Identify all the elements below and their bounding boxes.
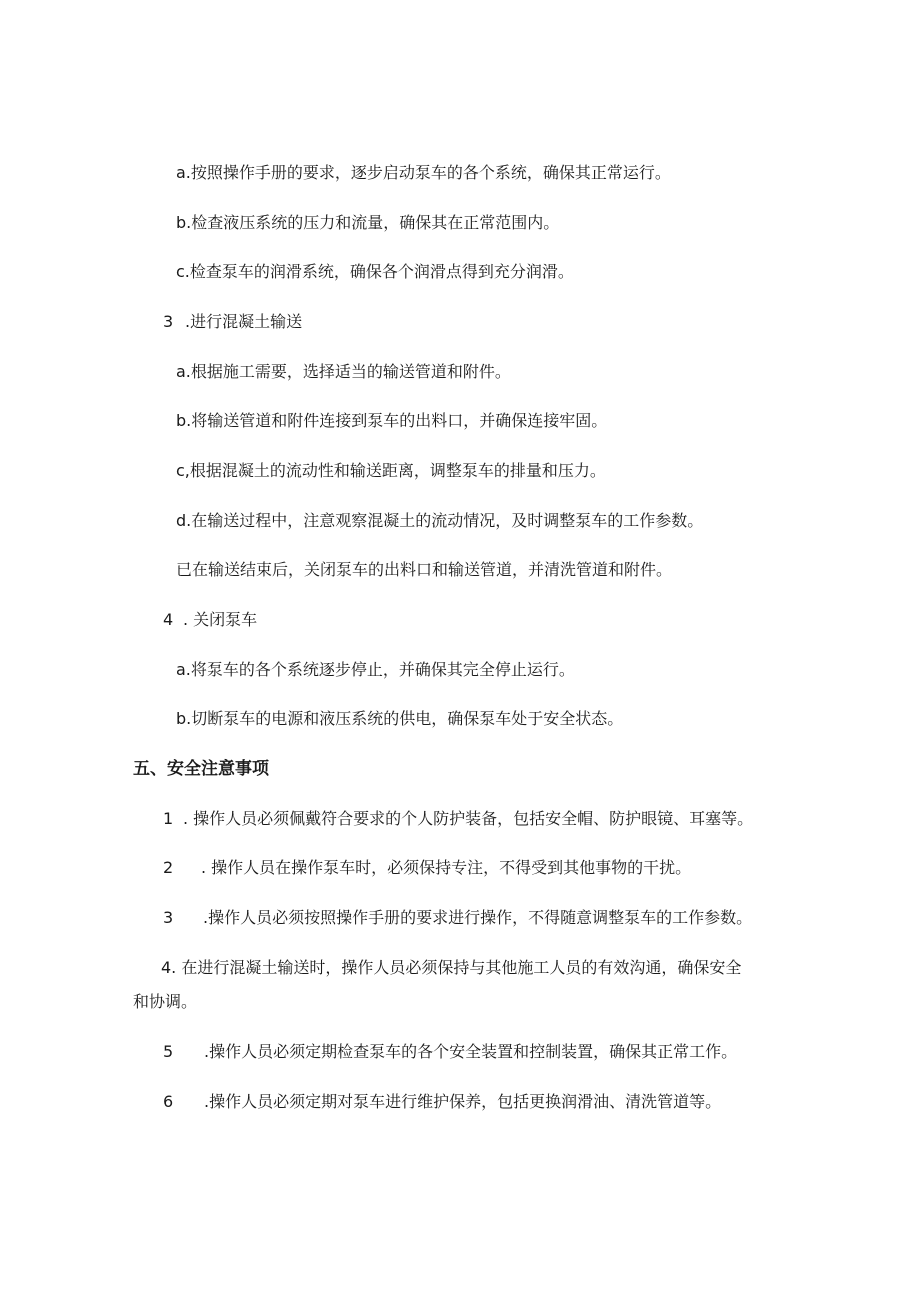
step-3b [176,411,607,431]
step-3e-text: 已在输送结束后，关闭泵车的出料口和输送管道，并清洗管道和附件。 [176,560,673,579]
section-five-title: 五、安全注意事项 [133,759,269,779]
step-2c [176,262,574,282]
step-4b [176,709,623,729]
safety-item-6-text: .操作人员必须定期对泵车进行维护保养，包括更换润滑油、清洗管道等。 [204,1092,722,1111]
section-3-title: .进行混凝土输送 [185,312,303,331]
safety-item-3 [163,908,752,928]
section-five-heading [133,759,269,779]
safety-item-5-number: 5 [163,1042,174,1061]
step-3d-text: d.在输送过程中，注意观察混凝土的流动情况，及时调整泵车的工作参数。 [176,511,704,530]
step-3c-text: c,根据混凝土的流动性和输送距离，调整泵车的排量和压力。 [176,461,606,480]
section-3-number: 3 [163,312,174,331]
safety-item-6-number: 6 [163,1092,174,1111]
safety-item-4-line-1 [161,958,741,978]
safety-item-5 [163,1042,737,1062]
safety-item-2-number: 2 [163,858,174,877]
safety-item-4-line-2 [133,992,197,1012]
safety-item-6 [163,1092,721,1112]
safety-item-1 [163,809,753,829]
step-3c [176,461,606,481]
step-2a [176,163,671,183]
safety-item-4-text: 4. 在进行混凝土输送时，操作人员必须保持与其他施工人员的有效沟通，确保安全 [161,958,742,977]
step-3b-text: b.将输送管道和附件连接到泵车的出料口，并确保连接牢固。 [176,411,608,430]
step-3a [176,362,511,382]
step-4a-text: a.将泵车的各个系统逐步停止，并确保其完全停止运行。 [176,660,575,679]
section-4-heading [163,610,257,630]
step-2c-text: c.检查泵车的润滑系统，确保各个润滑点得到充分润滑。 [176,262,574,281]
step-3e [176,560,672,580]
section-4-title: . 关闭泵车 [183,610,258,629]
safety-item-3-number: 3 [163,908,174,927]
section-4-number: 4 [163,610,174,629]
safety-item-2 [163,858,691,878]
section-3-heading [163,312,302,332]
safety-item-2-text: . 操作人员在操作泵车时，必须保持专注，不得受到其他事物的干扰。 [201,858,692,877]
step-2a-text: a.按照操作手册的要求，逐步启动泵车的各个系统，确保其正常运行。 [176,163,671,182]
step-4b-text: b.切断泵车的电源和液压系统的供电，确保泵车处于安全状态。 [176,709,624,728]
step-4a [176,660,575,680]
safety-item-1-number: 1 [163,809,174,828]
step-2b-text: b.检查液压系统的压力和流量，确保其在正常范围内。 [176,213,560,232]
step-3a-text: a.根据施工需要，选择适当的输送管道和附件。 [176,362,511,381]
step-3d [176,511,703,531]
safety-item-1-text: . 操作人员必须佩戴符合要求的个人防护装备，包括安全帽、防护眼镜、耳塞等。 [183,809,754,828]
safety-item-5-text: .操作人员必须定期检查泵车的各个安全装置和控制装置，确保其正常工作。 [204,1042,738,1061]
safety-item-3-text: .操作人员必须按照操作手册的要求进行操作，不得随意调整泵车的工作参数。 [203,908,753,927]
safety-item-4-continuation: 和协调。 [133,992,198,1011]
step-2b [176,213,559,233]
